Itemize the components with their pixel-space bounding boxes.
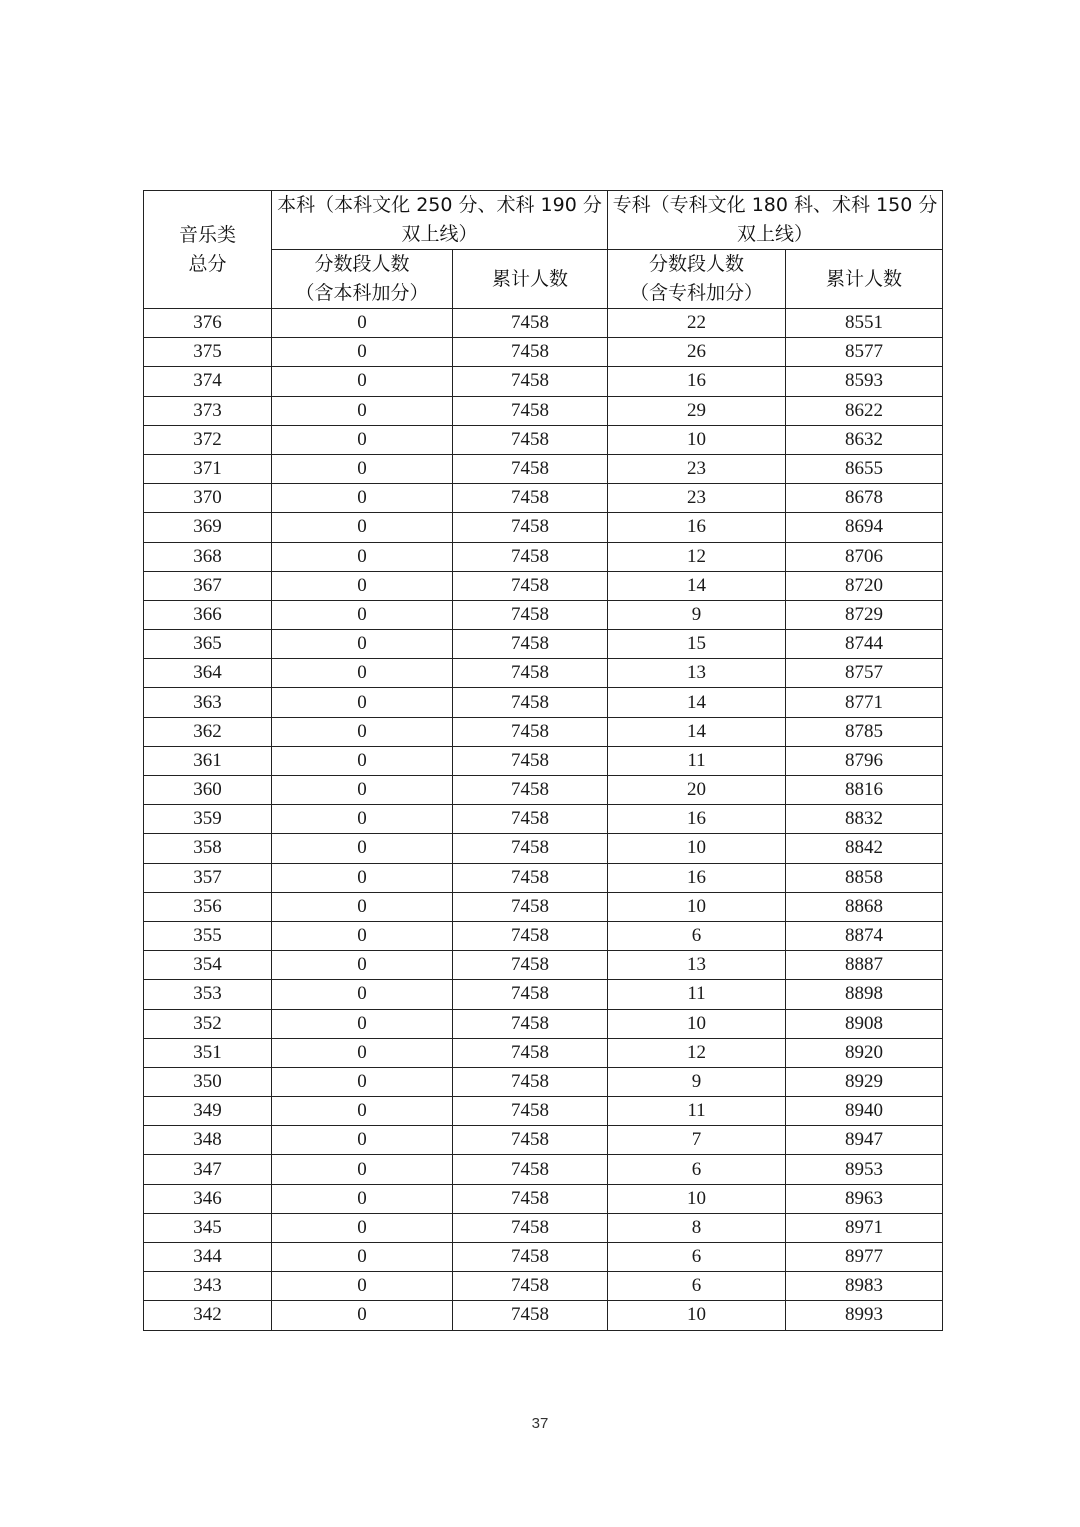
cell-benke-segment: 0 xyxy=(272,1301,453,1330)
cell-zhuanke-segment: 9 xyxy=(608,600,786,629)
cell-zhuanke-segment: 12 xyxy=(608,1038,786,1067)
cell-benke-segment: 0 xyxy=(272,921,453,950)
cell-total-score: 343 xyxy=(144,1272,272,1301)
table-row xyxy=(144,1155,943,1184)
cell-zhuanke-segment: 22 xyxy=(608,309,786,338)
cell-benke-cumulative: 7458 xyxy=(453,659,608,688)
cell-benke-cumulative: 7458 xyxy=(453,1009,608,1038)
cell-benke-segment: 0 xyxy=(272,1126,453,1155)
table-row xyxy=(144,1097,943,1126)
cell-benke-cumulative: 7458 xyxy=(453,367,608,396)
cell-benke-cumulative: 7458 xyxy=(453,309,608,338)
cell-total-score: 345 xyxy=(144,1213,272,1242)
cell-total-score: 351 xyxy=(144,1038,272,1067)
cell-total-score: 356 xyxy=(144,892,272,921)
cell-zhuanke-cumulative: 8757 xyxy=(786,659,943,688)
table-row xyxy=(144,630,943,659)
cell-benke-segment: 0 xyxy=(272,1009,453,1038)
table-row xyxy=(144,396,943,425)
cell-benke-cumulative: 7458 xyxy=(453,1272,608,1301)
cell-benke-cumulative: 7458 xyxy=(453,630,608,659)
cell-benke-cumulative: 7458 xyxy=(453,454,608,483)
table-row xyxy=(144,951,943,980)
cell-benke-segment: 0 xyxy=(272,746,453,775)
cell-zhuanke-segment: 7 xyxy=(608,1126,786,1155)
cell-benke-cumulative: 7458 xyxy=(453,484,608,513)
cell-zhuanke-cumulative: 8551 xyxy=(786,309,943,338)
table-row xyxy=(144,484,943,513)
table-row xyxy=(144,717,943,746)
table-row xyxy=(144,805,943,834)
cell-total-score: 376 xyxy=(144,309,272,338)
table-row xyxy=(144,921,943,950)
page-number: 37 xyxy=(531,1415,549,1432)
cell-benke-segment: 0 xyxy=(272,396,453,425)
cell-benke-cumulative: 7458 xyxy=(453,951,608,980)
cell-benke-segment: 0 xyxy=(272,980,453,1009)
cell-total-score: 344 xyxy=(144,1243,272,1272)
cell-benke-segment: 0 xyxy=(272,454,453,483)
cell-benke-segment: 0 xyxy=(272,805,453,834)
table-row xyxy=(144,1067,943,1096)
cell-total-score: 360 xyxy=(144,776,272,805)
cell-total-score: 342 xyxy=(144,1301,272,1330)
cell-benke-cumulative: 7458 xyxy=(453,1243,608,1272)
cell-benke-segment: 0 xyxy=(272,338,453,367)
header-benke-cumulative-label: 累计人数 xyxy=(492,267,569,290)
cell-benke-segment: 0 xyxy=(272,367,453,396)
cell-total-score: 363 xyxy=(144,688,272,717)
cell-total-score: 372 xyxy=(144,425,272,454)
cell-zhuanke-segment: 29 xyxy=(608,396,786,425)
table-row xyxy=(144,338,943,367)
table-row xyxy=(144,1184,943,1213)
cell-zhuanke-cumulative: 8940 xyxy=(786,1097,943,1126)
cell-zhuanke-segment: 15 xyxy=(608,630,786,659)
cell-benke-cumulative: 7458 xyxy=(453,776,608,805)
cell-zhuanke-segment: 16 xyxy=(608,863,786,892)
header-benke-segment-label: 分数段人数 （含本科加分） xyxy=(295,253,429,304)
cell-zhuanke-segment: 13 xyxy=(608,659,786,688)
cell-zhuanke-segment: 20 xyxy=(608,776,786,805)
cell-zhuanke-cumulative: 8771 xyxy=(786,688,943,717)
table-row xyxy=(144,513,943,542)
cell-benke-segment: 0 xyxy=(272,309,453,338)
cell-benke-cumulative: 7458 xyxy=(453,1301,608,1330)
cell-total-score: 369 xyxy=(144,513,272,542)
table-row xyxy=(144,425,943,454)
cell-zhuanke-cumulative: 8971 xyxy=(786,1213,943,1242)
cell-zhuanke-segment: 8 xyxy=(608,1213,786,1242)
cell-zhuanke-cumulative: 8963 xyxy=(786,1184,943,1213)
cell-zhuanke-segment: 6 xyxy=(608,1243,786,1272)
cell-benke-segment: 0 xyxy=(272,659,453,688)
cell-zhuanke-cumulative: 8887 xyxy=(786,951,943,980)
cell-zhuanke-cumulative: 8655 xyxy=(786,454,943,483)
cell-total-score: 367 xyxy=(144,571,272,600)
cell-total-score: 368 xyxy=(144,542,272,571)
cell-total-score: 362 xyxy=(144,717,272,746)
cell-benke-segment: 0 xyxy=(272,863,453,892)
cell-benke-segment: 0 xyxy=(272,1155,453,1184)
cell-zhuanke-segment: 16 xyxy=(608,805,786,834)
table-row xyxy=(144,1213,943,1242)
cell-benke-segment: 0 xyxy=(272,1272,453,1301)
cell-zhuanke-cumulative: 8632 xyxy=(786,425,943,454)
header-zhuanke-segment-label: 分数段人数 （含专科加分） xyxy=(630,253,764,304)
cell-benke-cumulative: 7458 xyxy=(453,1126,608,1155)
cell-benke-segment: 0 xyxy=(272,776,453,805)
cell-zhuanke-segment: 13 xyxy=(608,951,786,980)
cell-total-score: 346 xyxy=(144,1184,272,1213)
cell-total-score: 350 xyxy=(144,1067,272,1096)
table-row xyxy=(144,309,943,338)
cell-total-score: 355 xyxy=(144,921,272,950)
cell-zhuanke-cumulative: 8694 xyxy=(786,513,943,542)
cell-zhuanke-segment: 11 xyxy=(608,746,786,775)
cell-zhuanke-segment: 16 xyxy=(608,367,786,396)
cell-zhuanke-cumulative: 8785 xyxy=(786,717,943,746)
cell-benke-cumulative: 7458 xyxy=(453,892,608,921)
cell-benke-cumulative: 7458 xyxy=(453,1155,608,1184)
cell-zhuanke-segment: 10 xyxy=(608,892,786,921)
table-body xyxy=(144,309,943,1331)
cell-zhuanke-cumulative: 8706 xyxy=(786,542,943,571)
cell-zhuanke-cumulative: 8929 xyxy=(786,1067,943,1096)
cell-benke-cumulative: 7458 xyxy=(453,1213,608,1242)
cell-total-score: 353 xyxy=(144,980,272,1009)
header-benke-segment xyxy=(272,250,453,309)
cell-zhuanke-segment: 16 xyxy=(608,513,786,542)
table-row xyxy=(144,892,943,921)
cell-zhuanke-cumulative: 8577 xyxy=(786,338,943,367)
cell-zhuanke-segment: 10 xyxy=(608,1301,786,1330)
cell-benke-segment: 0 xyxy=(272,513,453,542)
table-row xyxy=(144,1126,943,1155)
cell-zhuanke-cumulative: 8816 xyxy=(786,776,943,805)
table-row xyxy=(144,1301,943,1330)
cell-benke-cumulative: 7458 xyxy=(453,746,608,775)
cell-zhuanke-segment: 10 xyxy=(608,1009,786,1038)
table-row xyxy=(144,367,943,396)
cell-benke-segment: 0 xyxy=(272,1097,453,1126)
cell-zhuanke-cumulative: 8858 xyxy=(786,863,943,892)
cell-zhuanke-segment: 14 xyxy=(608,688,786,717)
header-benke-group xyxy=(272,191,608,250)
cell-benke-segment: 0 xyxy=(272,1213,453,1242)
cell-total-score: 374 xyxy=(144,367,272,396)
cell-total-score: 375 xyxy=(144,338,272,367)
cell-benke-segment: 0 xyxy=(272,425,453,454)
cell-benke-cumulative: 7458 xyxy=(453,805,608,834)
score-distribution-table xyxy=(143,190,943,1331)
cell-benke-cumulative: 7458 xyxy=(453,863,608,892)
cell-zhuanke-cumulative: 8678 xyxy=(786,484,943,513)
table-row xyxy=(144,863,943,892)
cell-zhuanke-segment: 10 xyxy=(608,1184,786,1213)
table-row xyxy=(144,600,943,629)
header-benke-cumulative xyxy=(453,250,608,309)
cell-benke-segment: 0 xyxy=(272,600,453,629)
cell-zhuanke-segment: 9 xyxy=(608,1067,786,1096)
cell-benke-cumulative: 7458 xyxy=(453,600,608,629)
table-row xyxy=(144,980,943,1009)
table-row xyxy=(144,746,943,775)
table-header xyxy=(144,191,943,309)
cell-zhuanke-cumulative: 8947 xyxy=(786,1126,943,1155)
cell-zhuanke-segment: 12 xyxy=(608,542,786,571)
header-row-group xyxy=(144,191,943,250)
cell-total-score: 371 xyxy=(144,454,272,483)
cell-zhuanke-segment: 11 xyxy=(608,1097,786,1126)
cell-zhuanke-cumulative: 8898 xyxy=(786,980,943,1009)
cell-benke-cumulative: 7458 xyxy=(453,571,608,600)
cell-total-score: 361 xyxy=(144,746,272,775)
cell-total-score: 373 xyxy=(144,396,272,425)
cell-benke-cumulative: 7458 xyxy=(453,980,608,1009)
cell-benke-segment: 0 xyxy=(272,571,453,600)
table-row xyxy=(144,1272,943,1301)
cell-zhuanke-segment: 10 xyxy=(608,834,786,863)
cell-zhuanke-cumulative: 8796 xyxy=(786,746,943,775)
cell-benke-cumulative: 7458 xyxy=(453,542,608,571)
cell-zhuanke-cumulative: 8983 xyxy=(786,1272,943,1301)
table-row xyxy=(144,454,943,483)
cell-benke-segment: 0 xyxy=(272,688,453,717)
cell-total-score: 358 xyxy=(144,834,272,863)
cell-zhuanke-segment: 14 xyxy=(608,571,786,600)
cell-zhuanke-segment: 23 xyxy=(608,454,786,483)
cell-benke-cumulative: 7458 xyxy=(453,1067,608,1096)
table-row xyxy=(144,542,943,571)
cell-total-score: 352 xyxy=(144,1009,272,1038)
cell-benke-cumulative: 7458 xyxy=(453,688,608,717)
cell-zhuanke-cumulative: 8744 xyxy=(786,630,943,659)
cell-zhuanke-segment: 10 xyxy=(608,425,786,454)
header-total-score xyxy=(144,191,272,309)
header-zhuanke-cumulative-label: 累计人数 xyxy=(826,267,903,290)
cell-benke-cumulative: 7458 xyxy=(453,921,608,950)
header-total-score-label: 音乐类 总分 xyxy=(178,223,236,275)
cell-zhuanke-cumulative: 8832 xyxy=(786,805,943,834)
table-row xyxy=(144,1038,943,1067)
header-zhuanke-group-label: 专科（专科文化 180 科、术科 150 分双上线） xyxy=(612,194,938,245)
cell-total-score: 365 xyxy=(144,630,272,659)
cell-benke-cumulative: 7458 xyxy=(453,834,608,863)
cell-benke-segment: 0 xyxy=(272,630,453,659)
cell-zhuanke-cumulative: 8953 xyxy=(786,1155,943,1184)
cell-benke-cumulative: 7458 xyxy=(453,1038,608,1067)
cell-zhuanke-cumulative: 8729 xyxy=(786,600,943,629)
cell-benke-segment: 0 xyxy=(272,951,453,980)
cell-total-score: 370 xyxy=(144,484,272,513)
cell-benke-segment: 0 xyxy=(272,1184,453,1213)
table-row xyxy=(144,1243,943,1272)
cell-benke-cumulative: 7458 xyxy=(453,1097,608,1126)
cell-zhuanke-segment: 23 xyxy=(608,484,786,513)
cell-benke-segment: 0 xyxy=(272,717,453,746)
cell-benke-segment: 0 xyxy=(272,1038,453,1067)
cell-zhuanke-segment: 6 xyxy=(608,1155,786,1184)
table-row xyxy=(144,776,943,805)
cell-benke-segment: 0 xyxy=(272,484,453,513)
cell-benke-segment: 0 xyxy=(272,1067,453,1096)
cell-zhuanke-cumulative: 8920 xyxy=(786,1038,943,1067)
table-row xyxy=(144,659,943,688)
cell-zhuanke-cumulative: 8908 xyxy=(786,1009,943,1038)
table-row xyxy=(144,571,943,600)
cell-benke-cumulative: 7458 xyxy=(453,396,608,425)
table-row xyxy=(144,1009,943,1038)
cell-total-score: 364 xyxy=(144,659,272,688)
cell-total-score: 347 xyxy=(144,1155,272,1184)
header-zhuanke-segment xyxy=(608,250,786,309)
cell-total-score: 349 xyxy=(144,1097,272,1126)
header-benke-group-label: 本科（本科文化 250 分、术科 190 分双上线） xyxy=(277,194,602,245)
cell-zhuanke-segment: 6 xyxy=(608,1272,786,1301)
cell-zhuanke-segment: 11 xyxy=(608,980,786,1009)
cell-benke-segment: 0 xyxy=(272,1243,453,1272)
header-zhuanke-group xyxy=(608,191,943,250)
cell-benke-cumulative: 7458 xyxy=(453,513,608,542)
cell-zhuanke-cumulative: 8993 xyxy=(786,1301,943,1330)
cell-total-score: 359 xyxy=(144,805,272,834)
cell-total-score: 357 xyxy=(144,863,272,892)
header-zhuanke-cumulative xyxy=(786,250,943,309)
table-row xyxy=(144,688,943,717)
cell-total-score: 354 xyxy=(144,951,272,980)
cell-zhuanke-cumulative: 8842 xyxy=(786,834,943,863)
cell-zhuanke-segment: 14 xyxy=(608,717,786,746)
cell-zhuanke-segment: 26 xyxy=(608,338,786,367)
cell-zhuanke-cumulative: 8874 xyxy=(786,921,943,950)
cell-zhuanke-segment: 6 xyxy=(608,921,786,950)
cell-total-score: 366 xyxy=(144,600,272,629)
cell-zhuanke-cumulative: 8720 xyxy=(786,571,943,600)
cell-zhuanke-cumulative: 8593 xyxy=(786,367,943,396)
cell-zhuanke-cumulative: 8868 xyxy=(786,892,943,921)
cell-benke-segment: 0 xyxy=(272,892,453,921)
cell-benke-cumulative: 7458 xyxy=(453,1184,608,1213)
cell-benke-cumulative: 7458 xyxy=(453,717,608,746)
table-row xyxy=(144,834,943,863)
cell-benke-segment: 0 xyxy=(272,834,453,863)
cell-benke-segment: 0 xyxy=(272,542,453,571)
cell-total-score: 348 xyxy=(144,1126,272,1155)
cell-zhuanke-cumulative: 8622 xyxy=(786,396,943,425)
cell-benke-cumulative: 7458 xyxy=(453,338,608,367)
cell-zhuanke-cumulative: 8977 xyxy=(786,1243,943,1272)
cell-benke-cumulative: 7458 xyxy=(453,425,608,454)
